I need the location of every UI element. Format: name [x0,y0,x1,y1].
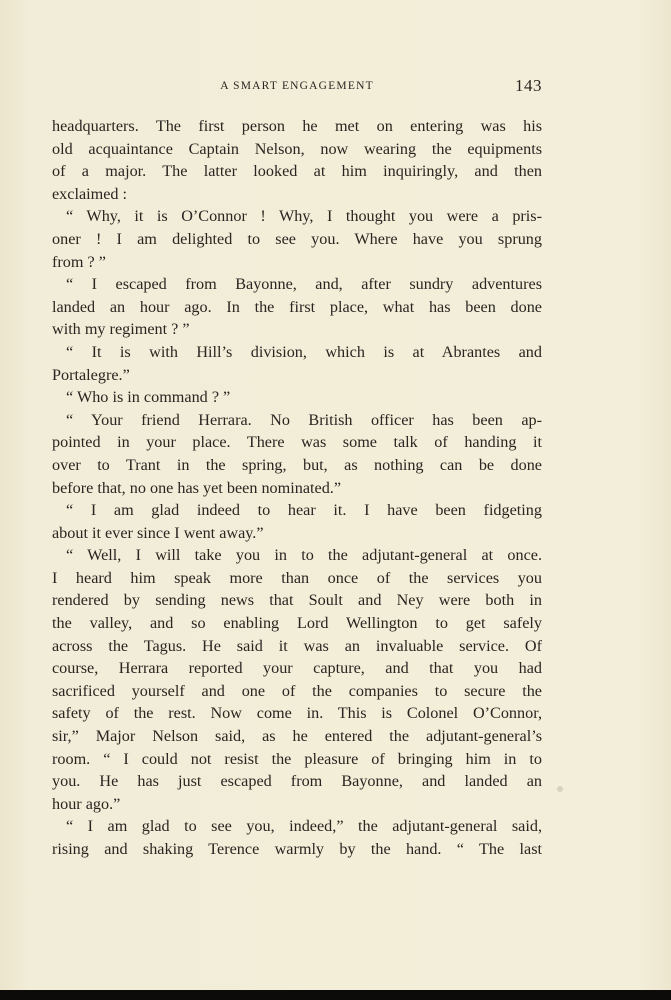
text-line: old acquaintance Captain Nelson, now wearing the equipments [52,139,542,158]
text-line: with my regiment ? ” [52,320,190,339]
text-line: rising and shaking Terence warmly by the hand. “ The last [52,840,542,858]
text-line: sacrificed yourself and one of the companies to secure the [52,681,542,700]
body-text [52,115,542,861]
text-line: course, Herrara reported your capture, and that you had [52,659,542,678]
text-line: before that, no one has yet been nominated.” [52,478,342,497]
paper-speck [557,786,563,792]
text-line: Portalegre.” [52,365,130,384]
text-line: oner ! I am delighted to see you. Where have you sprung [52,229,542,248]
text-line: room. “ I could not resist the pleasure of bringing him in to [52,749,542,768]
text-line: you. He has just escaped from Bayonne, and landed an [52,772,542,791]
text-line: safety of the rest. Now come in. This is Colonel O’Connor, [52,704,542,723]
text-line: exclaimed : [52,184,128,203]
text-line: pointed in your place. There was some talk of handing it [52,433,542,452]
text-line: from ? ” [52,252,106,271]
text-line: of a major. The latter looked at him inquiringly, and then [52,162,542,181]
text-line: “ Who is in command ? ” [66,388,231,407]
text-line: “ I am glad indeed to hear it. I have been fidgeting [66,501,542,520]
text-line: hour ago.” [52,794,121,813]
running-title: A SMART ENGAGEMENT [220,80,374,92]
text-line: “ Well, I will take you in to the adjutant-general at once. [66,546,542,565]
text-line: “ I escaped from Bayonne, and, after sundry adventures [66,275,542,294]
text-line: landed an hour ago. In the first place, what has been done [52,297,542,316]
text-line: across the Tagus. He said it was an invaluable service. Of [52,636,542,655]
text-line: “ Why, it is O’Connor ! Why, I thought you were a pris- [66,207,542,226]
text-line: sir,” Major Nelson said, as he entered the adjutant-general’s [52,727,542,746]
text-line: “ Your friend Herrara. No British officer has been ap- [66,410,542,429]
text-line: the valley, and so enabling Lord Wellington to get safely [52,614,542,633]
scan-bottom-edge [0,990,671,1000]
text-line: over to Trant in the spring, but, as nothing can be done [52,455,542,474]
text-line: rendered by sending news that Soult and Ney were both in [52,591,542,610]
text-line: about it ever since I went away.” [52,523,264,542]
running-head [52,76,542,100]
text-line: I heard him speak more than once of the services you [52,568,542,587]
page-number: 143 [515,76,542,95]
text-line: “ I am glad to see you, indeed,” the adjutant-general said, [66,817,542,836]
text-line: headquarters. The first person he met on entering was his [52,117,542,135]
text-line: “ It is with Hill’s division, which is at Abrantes and [66,342,542,361]
